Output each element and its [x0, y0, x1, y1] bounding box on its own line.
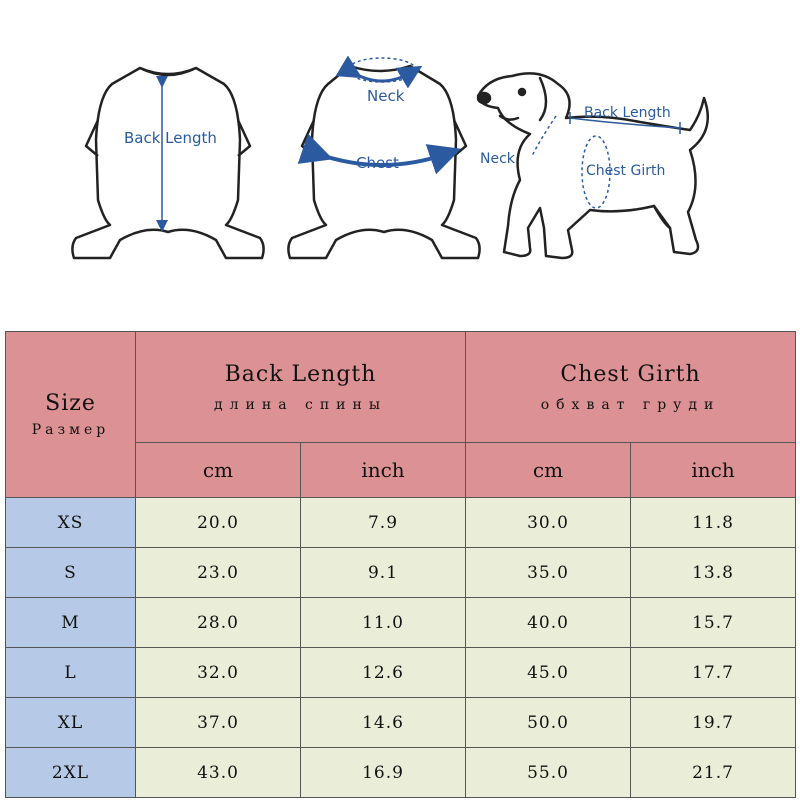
size-cell: 2XL: [6, 748, 136, 798]
chest-inch-cell: 19.7: [631, 698, 796, 748]
table-row: [6, 748, 796, 798]
back-neck-label: Neck: [367, 87, 405, 105]
back-cm-cell: 32.0: [136, 648, 301, 698]
chest-cm-cell: 45.0: [466, 648, 631, 698]
size-header-cell: [6, 332, 136, 498]
chest-girth-header: Chest Girth: [560, 361, 701, 387]
table-row: [6, 648, 796, 698]
unit-chest-inch: inch: [631, 443, 796, 498]
back-inch-cell: 9.1: [301, 548, 466, 598]
size-cell: S: [6, 548, 136, 598]
chest-cm-cell: 50.0: [466, 698, 631, 748]
dog-chest-girth-label: Chest Girth: [586, 163, 666, 179]
back-cm-cell: 43.0: [136, 748, 301, 798]
size-cell: M: [6, 598, 136, 648]
unit-back-inch: inch: [301, 443, 466, 498]
back-inch-cell: 7.9: [301, 498, 466, 548]
dog-back-length-label: Back Length: [584, 105, 671, 121]
table-row: [6, 698, 796, 748]
chest-cm-cell: 40.0: [466, 598, 631, 648]
front-back-length-label: Back Length: [124, 129, 217, 147]
chest-inch-cell: 11.8: [631, 498, 796, 548]
size-header: Size: [45, 391, 96, 416]
back-cm-cell: 28.0: [136, 598, 301, 648]
dog-neck-label: Neck: [480, 151, 515, 167]
chest-inch-cell: 13.8: [631, 548, 796, 598]
back-cm-cell: 37.0: [136, 698, 301, 748]
back-inch-cell: 12.6: [301, 648, 466, 698]
size-cell: XL: [6, 698, 136, 748]
table-row: [6, 548, 796, 598]
back-inch-cell: 11.0: [301, 598, 466, 648]
back-inch-cell: 16.9: [301, 748, 466, 798]
size-cell: XS: [6, 498, 136, 548]
chest-cm-cell: 55.0: [466, 748, 631, 798]
size-header-ru: Размер: [31, 422, 110, 438]
back-inch-cell: 14.6: [301, 698, 466, 748]
chest-girth-header-cell: [466, 332, 796, 443]
back-chest-label: Chest: [356, 154, 399, 172]
chest-cm-cell: 35.0: [466, 548, 631, 598]
chest-cm-cell: 30.0: [466, 498, 631, 548]
chest-inch-cell: 17.7: [631, 648, 796, 698]
measurement-diagram: [0, 0, 800, 330]
chest-inch-cell: 15.7: [631, 598, 796, 648]
measurement-illustrations: [0, 0, 800, 330]
chest-inch-cell: 21.7: [631, 748, 796, 798]
back-cm-cell: 20.0: [136, 498, 301, 548]
back-cm-cell: 23.0: [136, 548, 301, 598]
back-length-header-ru: длина спины: [214, 396, 387, 413]
chest-girth-header-ru: обхват груди: [540, 396, 721, 413]
garment-front-view: [72, 68, 263, 258]
table-row: [6, 598, 796, 648]
size-chart-table: [5, 331, 796, 798]
unit-back-cm: cm: [136, 443, 301, 498]
table-row: [6, 498, 796, 548]
back-length-header-cell: [136, 332, 466, 443]
size-cell: L: [6, 648, 136, 698]
unit-chest-cm: cm: [466, 443, 631, 498]
back-length-header: Back Length: [224, 361, 377, 387]
